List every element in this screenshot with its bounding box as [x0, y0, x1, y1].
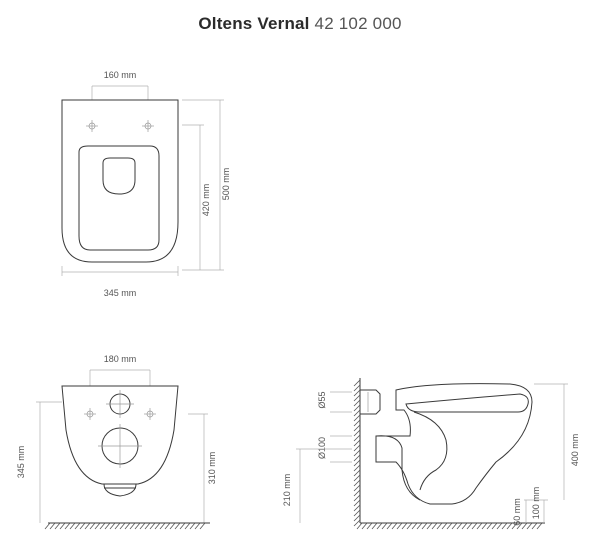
hatch-stroke	[482, 523, 487, 529]
hatch-stroke	[354, 455, 360, 461]
hatch-stroke	[95, 523, 100, 529]
hatch-stroke	[437, 523, 442, 529]
hatch-stroke	[354, 495, 360, 501]
hatch-stroke	[145, 523, 150, 529]
dim-label-height-left: 345 mm	[16, 445, 26, 479]
dim-label-total-height: 400 mm	[570, 433, 580, 467]
hatch-stroke	[200, 523, 205, 529]
hatch-stroke	[442, 523, 447, 529]
hatch-stroke	[55, 523, 60, 529]
dim-label-height-inner: 420 mm	[201, 183, 211, 217]
hatch-stroke	[354, 445, 360, 451]
hatch-stroke	[392, 523, 397, 529]
hatch-stroke	[532, 523, 537, 529]
hatch-stroke	[537, 523, 542, 529]
top-view	[62, 70, 231, 298]
hatch-stroke	[354, 435, 360, 441]
hatch-stroke	[397, 523, 402, 529]
hatch-stroke	[354, 380, 360, 386]
hatch-stroke	[354, 520, 360, 526]
hatch-stroke	[354, 390, 360, 396]
hatch-stroke	[432, 523, 437, 529]
hatch-stroke	[422, 523, 427, 529]
hatch-stroke	[125, 523, 130, 529]
hatch-stroke	[452, 523, 457, 529]
dim-label-drain-height: 210 mm	[282, 473, 292, 507]
hatch-stroke	[354, 410, 360, 416]
hatch-stroke	[412, 523, 417, 529]
hatch-stroke	[175, 523, 180, 529]
hatch-stroke	[130, 523, 135, 529]
dim-label-gap-small: 60 mm	[512, 498, 522, 526]
dim-label-pipe-large: Ø100	[317, 436, 327, 460]
hatch-stroke	[354, 500, 360, 506]
hatch-stroke	[372, 523, 377, 529]
product-name: Oltens Vernal	[198, 14, 310, 33]
hatch-stroke	[354, 485, 360, 491]
hatch-stroke	[354, 405, 360, 411]
hatch-stroke	[45, 523, 50, 529]
trap-inner	[414, 412, 447, 490]
hatch-stroke	[75, 523, 80, 529]
hatch-stroke	[497, 523, 502, 529]
hatch-stroke	[70, 523, 75, 529]
hatch-stroke	[447, 523, 452, 529]
hatch-stroke	[195, 523, 200, 529]
hatch-stroke	[354, 400, 360, 406]
dim-label-width-top: 160 mm	[103, 70, 137, 80]
dim-label-height-outer: 500 mm	[221, 167, 231, 201]
hatch-stroke	[115, 523, 120, 529]
hatch-stroke	[354, 510, 360, 516]
hatch-stroke	[462, 523, 467, 529]
hatch-stroke	[407, 523, 412, 529]
hatch-stroke	[65, 523, 70, 529]
hatch-stroke	[185, 523, 190, 529]
front-foot	[104, 484, 136, 496]
hatch-stroke	[180, 523, 185, 529]
product-code: 42 102 000	[314, 14, 402, 33]
hatch-stroke	[354, 440, 360, 446]
hatch-stroke	[354, 395, 360, 401]
hatch-stroke	[367, 523, 372, 529]
hatch-stroke	[354, 470, 360, 476]
hatch-stroke	[155, 523, 160, 529]
hatch-stroke	[140, 523, 145, 529]
hatch-stroke	[135, 523, 140, 529]
hatch-stroke	[100, 523, 105, 529]
hatch-stroke	[120, 523, 125, 529]
hatch-stroke	[60, 523, 65, 529]
trap-outer	[376, 436, 420, 500]
hatch-stroke	[362, 523, 367, 529]
seat-outline	[79, 146, 159, 250]
hatch-stroke	[354, 475, 360, 481]
hatch-stroke	[354, 425, 360, 431]
hatch-stroke	[382, 523, 387, 529]
dim-label-width-top: 180 mm	[103, 354, 137, 364]
mounting-hole	[84, 408, 96, 420]
hatch-stroke	[354, 480, 360, 486]
mounting-hole	[86, 120, 98, 132]
hatch-stroke	[354, 450, 360, 456]
hatch-stroke	[354, 490, 360, 496]
hatch-stroke	[354, 515, 360, 521]
bowl-opening	[103, 158, 135, 194]
hatch-stroke	[377, 523, 382, 529]
hatch-stroke	[477, 523, 482, 529]
mounting-hole	[144, 408, 156, 420]
hatch-stroke	[165, 523, 170, 529]
hatch-stroke	[492, 523, 497, 529]
hatch-stroke	[354, 430, 360, 436]
hatch-stroke	[487, 523, 492, 529]
hatch-stroke	[527, 523, 532, 529]
hatch-stroke	[170, 523, 175, 529]
hatch-stroke	[354, 415, 360, 421]
hatch-stroke	[387, 523, 392, 529]
dim-label-height-right: 310 mm	[207, 451, 217, 485]
front-view	[16, 354, 217, 529]
hatch-stroke	[85, 523, 90, 529]
hatch-stroke	[90, 523, 95, 529]
side-bowl-outline	[376, 384, 532, 504]
side-view	[282, 378, 580, 529]
wall-hatch	[354, 380, 360, 526]
hatch-stroke	[467, 523, 472, 529]
hatch-stroke	[80, 523, 85, 529]
floor-hatch	[45, 523, 205, 529]
dim-label-gap-large: 100 mm	[531, 486, 541, 520]
hatch-stroke	[427, 523, 432, 529]
hatch-stroke	[105, 523, 110, 529]
hatch-stroke	[150, 523, 155, 529]
mounting-hole	[142, 120, 154, 132]
hatch-stroke	[354, 505, 360, 511]
hatch-stroke	[457, 523, 462, 529]
hatch-stroke	[110, 523, 115, 529]
hatch-stroke	[522, 523, 527, 529]
hatch-stroke	[402, 523, 407, 529]
hatch-stroke	[50, 523, 55, 529]
hatch-stroke	[417, 523, 422, 529]
dim-label-width-bottom: 345 mm	[103, 288, 137, 298]
hatch-stroke	[502, 523, 507, 529]
hatch-stroke	[354, 460, 360, 466]
hatch-stroke	[354, 465, 360, 471]
dim-label-pipe-small: Ø55	[317, 391, 327, 409]
hatch-stroke	[190, 523, 195, 529]
seat-side	[406, 394, 528, 412]
hatch-stroke	[354, 420, 360, 426]
hatch-stroke	[160, 523, 165, 529]
inlet-connector	[360, 390, 380, 414]
hatch-stroke	[472, 523, 477, 529]
hatch-stroke	[357, 523, 362, 529]
hatch-stroke	[354, 385, 360, 391]
